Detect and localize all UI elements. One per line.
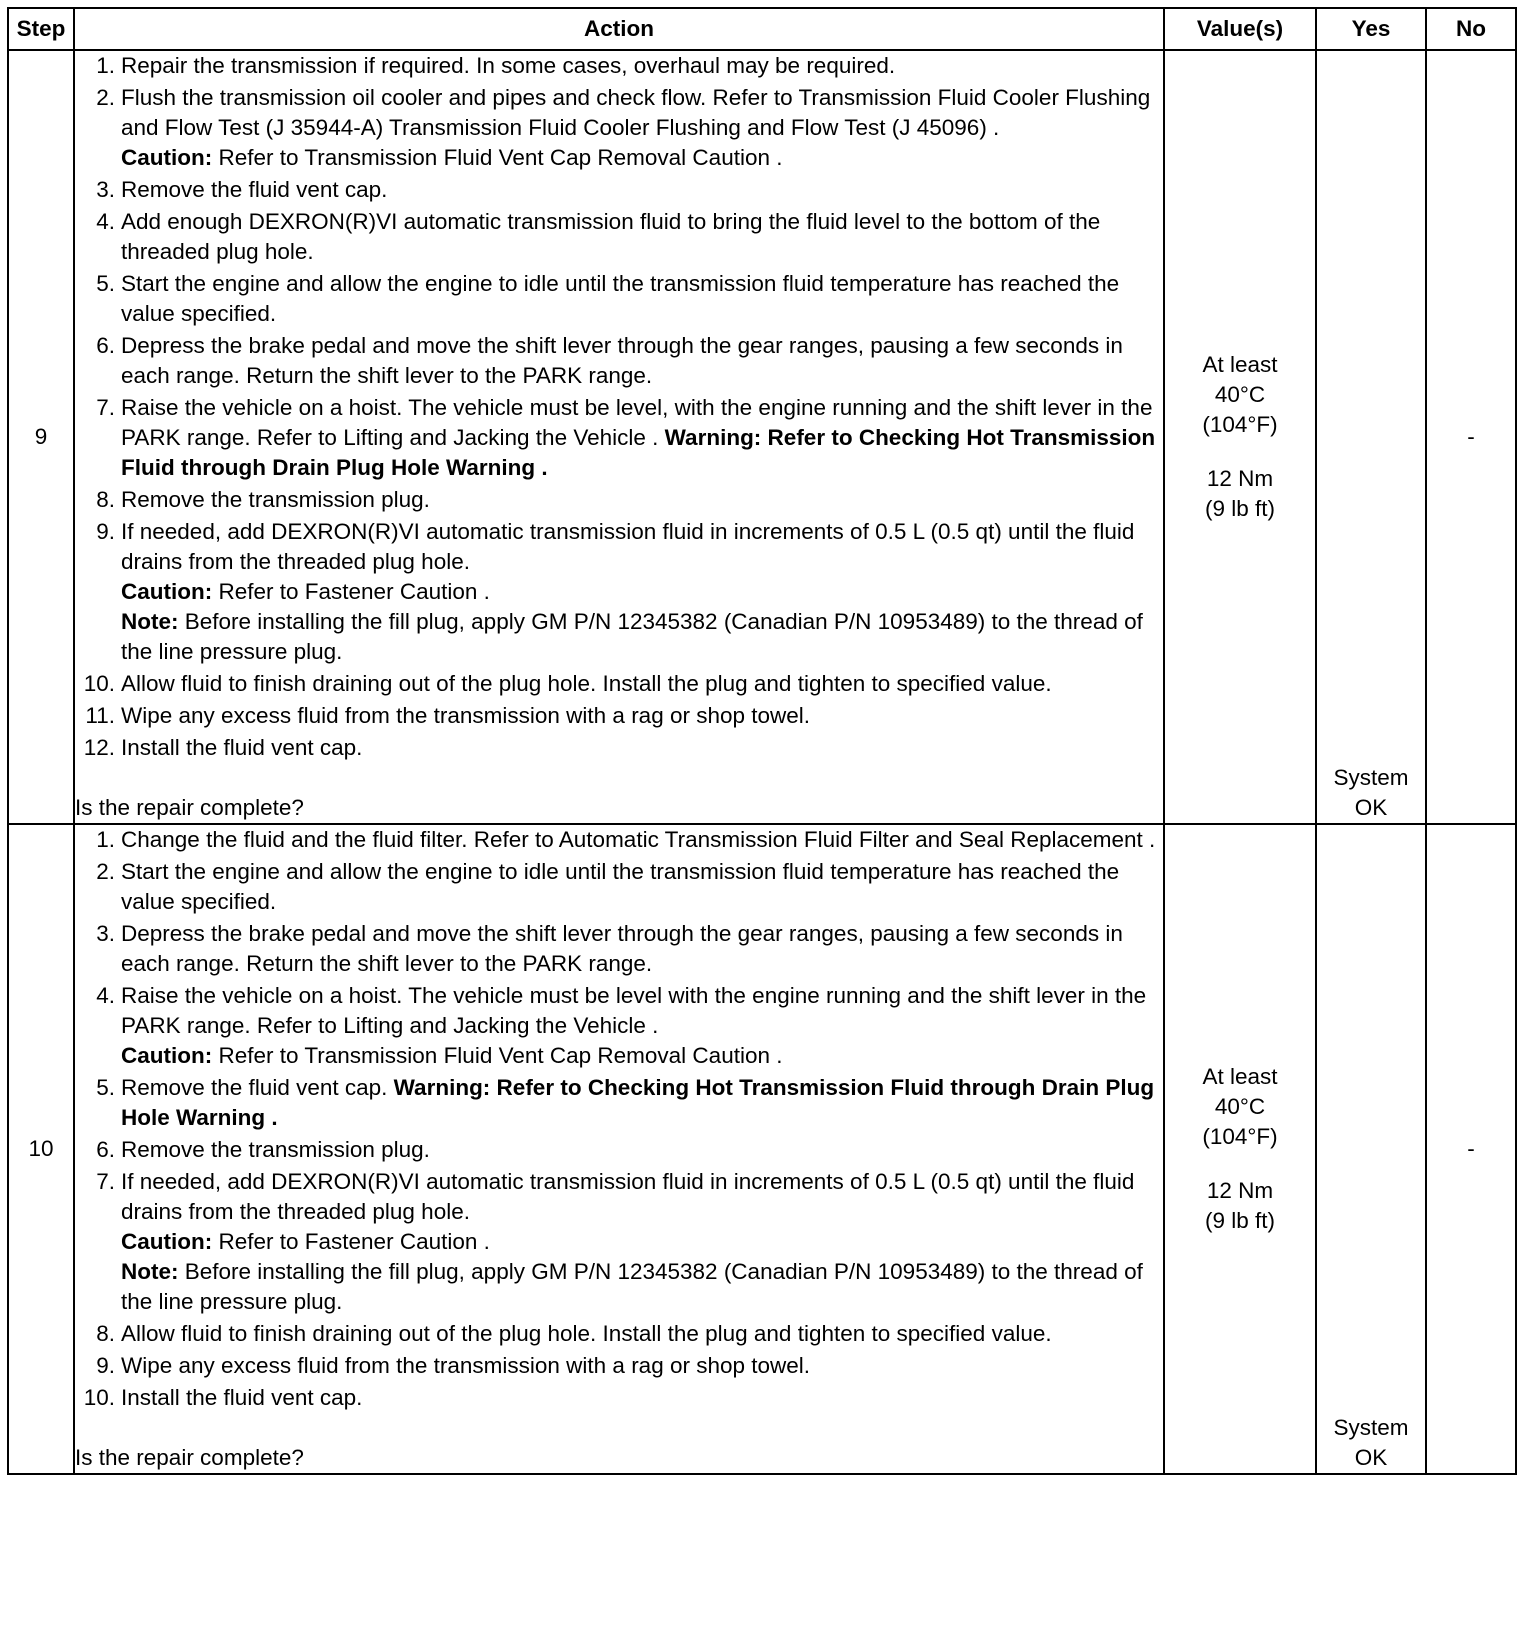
substep-item [75, 175, 1163, 205]
substep-line [121, 269, 1163, 329]
value-line: At least [1202, 1064, 1278, 1089]
substep-number: 9. [96, 519, 115, 544]
text-segment: Refer to Transmission Fluid Vent Cap Removal Caution . [212, 1043, 783, 1068]
substep-line [121, 1041, 1163, 1071]
substep-item [75, 51, 1163, 81]
text-segment: Refer to Transmission Fluid Vent Cap Removal Caution . [212, 145, 783, 170]
text-segment: Start the engine and allow the engine to idle until the transmission fluid temperature has reached the value specified. [121, 271, 1120, 326]
substep-line [121, 1167, 1163, 1227]
yes-cell [1316, 824, 1426, 1474]
substep-item [75, 981, 1163, 1071]
text-segment: Refer to Fastener Caution . [212, 579, 490, 604]
values-cell [1164, 824, 1316, 1474]
value-line: (9 lb ft) [1204, 496, 1276, 521]
text-segment: Remove the fluid vent cap. [121, 177, 388, 202]
substep-text [121, 1319, 1163, 1349]
text-segment: Change the fluid and the fluid filter. Refer to Automatic Transmission Fluid Filter and Seal Replacement . [121, 827, 1156, 852]
text-segment: Before installing the fill plug, apply GM P/N 12345382 (Canadian P/N 10953489) to the thread of the line pressure plug. [121, 1259, 1143, 1314]
substep-item [75, 393, 1163, 483]
table-row [8, 824, 1516, 1474]
substep-line [121, 331, 1163, 391]
text-segment: Allow fluid to finish draining out of the plug hole. Install the plug and tighten to specified value. [121, 1321, 1052, 1346]
action-cell [74, 824, 1164, 1474]
value-line: (9 lb ft) [1204, 1208, 1276, 1233]
substep-line [121, 1319, 1163, 1349]
substep-number: 10. [83, 671, 115, 696]
bold-text: Warning: Refer to Checking Hot Transmission Fluid through Drain Plug Hole Warning . [121, 425, 1156, 480]
substep-item [75, 207, 1163, 267]
substep-line [121, 83, 1163, 143]
value-line: 40°C [1214, 1094, 1266, 1119]
substep-line [121, 577, 1163, 607]
substep-list [75, 825, 1163, 1413]
yes-line: System [1333, 765, 1409, 790]
step-number: 9 [8, 50, 74, 824]
substep-number: 8. [96, 487, 115, 512]
text-segment: Depress the brake pedal and move the shift lever through the gear ranges, pausing a few seconds in each range. Return the shift lever to the PARK range. [121, 333, 1123, 388]
substep-text [121, 733, 1163, 763]
substep-item [75, 269, 1163, 329]
substep-item [75, 1167, 1163, 1317]
text-segment: Wipe any excess fluid from the transmission with a rag or shop towel. [121, 703, 811, 728]
substep-line [121, 1257, 1163, 1317]
yes-line: OK [1354, 795, 1388, 820]
substep-number: 8. [96, 1321, 115, 1346]
substep-number: 6. [96, 333, 115, 358]
text-segment: Start the engine and allow the engine to idle until the transmission fluid temperature has reached the value specified. [121, 859, 1120, 914]
substep-number: 6. [96, 1137, 115, 1162]
bold-text: Caution: [121, 579, 213, 604]
header-row [8, 8, 1516, 50]
substep-text [121, 1351, 1163, 1381]
substep-item [75, 669, 1163, 699]
substep-text [121, 207, 1163, 267]
substep-item [75, 825, 1163, 855]
question-text: Is the repair complete? [75, 1445, 304, 1470]
substep-item [75, 1319, 1163, 1349]
substep-line [121, 733, 1163, 763]
substep-line [121, 1073, 1163, 1133]
substep-line [121, 175, 1163, 205]
text-segment: Raise the vehicle on a hoist. The vehicle must be level with the engine running and the shift lever in the PARK range. Refer to Lifting and Jacking the Vehicle . [121, 983, 1147, 1038]
text-segment: Remove the transmission plug. [121, 487, 430, 512]
procedure-table [7, 7, 1517, 1475]
substep-item [75, 83, 1163, 173]
substep-line [121, 825, 1163, 855]
substep-number: 3. [96, 921, 115, 946]
substep-text [121, 485, 1163, 515]
substep-text [121, 1167, 1163, 1317]
bold-text: Note: [121, 1259, 179, 1284]
text-segment: Flush the transmission oil cooler and pipes and check flow. Refer to Transmission Fluid Cooler Flushing and Flow Test (J 35944-A) Transmission Fluid Cooler Flushing and Flow Test (J 45096) . [121, 85, 1151, 140]
substep-number: 9. [96, 1353, 115, 1378]
substep-text [121, 269, 1163, 329]
substep-line [121, 607, 1163, 667]
substep-line [121, 517, 1163, 577]
substep-line [121, 51, 1163, 81]
substep-text [121, 1135, 1163, 1165]
values-cell [1164, 50, 1316, 824]
header-values: Value(s) [1164, 8, 1316, 50]
substep-text [121, 669, 1163, 699]
value-line: 40°C [1214, 382, 1266, 407]
substep-text [121, 1073, 1163, 1133]
header-step: Step [8, 8, 74, 50]
no-cell: - [1426, 824, 1516, 1474]
substep-item [75, 1135, 1163, 1165]
value-gap [1165, 1152, 1315, 1176]
substep-number: 10. [83, 1385, 115, 1410]
procedure-table-container [7, 7, 1517, 1475]
substep-item [75, 1351, 1163, 1381]
substep-item [75, 331, 1163, 391]
substep-line [121, 1383, 1163, 1413]
yes-cell [1316, 50, 1426, 824]
substep-line [121, 1351, 1163, 1381]
table-row [8, 50, 1516, 824]
value-line: 12 Nm [1206, 1178, 1274, 1203]
text-segment: Refer to Fastener Caution . [212, 1229, 490, 1254]
substep-line [121, 485, 1163, 515]
substep-line [121, 207, 1163, 267]
text-segment: Remove the transmission plug. [121, 1137, 430, 1162]
bold-text: Caution: [121, 145, 213, 170]
step-number: 10 [8, 824, 74, 1474]
substep-item [75, 1073, 1163, 1133]
substep-number: 1. [96, 827, 115, 852]
substep-text [121, 393, 1163, 483]
text-segment: If needed, add DEXRON(R)VI automatic transmission fluid in increments of 0.5 L (0.5 qt) until the fluid drains from the threaded plug hole. [121, 519, 1135, 574]
text-segment: Allow fluid to finish draining out of the plug hole. Install the plug and tighten to specified value. [121, 671, 1052, 696]
substep-text [121, 175, 1163, 205]
yes-line: OK [1354, 1445, 1388, 1470]
substep-number: 11. [85, 703, 115, 728]
text-segment: Wipe any excess fluid from the transmission with a rag or shop towel. [121, 1353, 811, 1378]
text-segment: Remove the fluid vent cap. [121, 1075, 394, 1100]
substep-number: 2. [96, 859, 115, 884]
substep-line [121, 919, 1163, 979]
substep-item [75, 733, 1163, 763]
bold-text: Caution: [121, 1229, 213, 1254]
substep-number: 7. [96, 1169, 115, 1194]
substep-line [121, 393, 1163, 483]
substep-item [75, 857, 1163, 917]
substep-text [121, 517, 1163, 667]
substep-number: 5. [96, 1075, 115, 1100]
substep-text [121, 701, 1163, 731]
header-yes: Yes [1316, 8, 1426, 50]
substep-line [121, 143, 1163, 173]
substep-line [121, 1135, 1163, 1165]
substep-item [75, 517, 1163, 667]
substep-line [121, 981, 1163, 1041]
substep-number: 5. [96, 271, 115, 296]
value-line: At least [1202, 352, 1278, 377]
substep-text [121, 857, 1163, 917]
substep-item [75, 919, 1163, 979]
text-segment: Install the fluid vent cap. [121, 735, 363, 760]
header-action: Action [74, 8, 1164, 50]
substep-number: 1. [96, 53, 115, 78]
value-gap [1165, 440, 1315, 464]
substep-text [121, 1383, 1163, 1413]
value-line: 12 Nm [1206, 466, 1274, 491]
action-cell [74, 50, 1164, 824]
substep-text [121, 83, 1163, 173]
substep-line [121, 669, 1163, 699]
substep-text [121, 919, 1163, 979]
header-no: No [1426, 8, 1516, 50]
text-segment: Install the fluid vent cap. [121, 1385, 363, 1410]
substep-number: 7. [96, 395, 115, 420]
no-cell: - [1426, 50, 1516, 824]
value-line: (104°F) [1202, 1124, 1278, 1149]
substep-item [75, 1383, 1163, 1413]
substep-number: 2. [96, 85, 115, 110]
bold-text: Warning: Refer to Checking Hot Transmission Fluid through Drain Plug Hole Warning . [121, 1075, 1155, 1130]
substep-text [121, 981, 1163, 1071]
substep-item [75, 485, 1163, 515]
yes-line: System [1333, 1415, 1409, 1440]
bold-text: Caution: [121, 1043, 213, 1068]
substep-line [121, 857, 1163, 917]
substep-text [121, 51, 1163, 81]
substep-line [121, 701, 1163, 731]
substep-list [75, 51, 1163, 763]
value-line: (104°F) [1202, 412, 1278, 437]
substep-text [121, 331, 1163, 391]
bold-text: Note: [121, 609, 179, 634]
text-segment: Add enough DEXRON(R)VI automatic transmission fluid to bring the fluid level to the bottom of the threaded plug hole. [121, 209, 1101, 264]
substep-number: 4. [96, 209, 115, 234]
substep-line [121, 1227, 1163, 1257]
text-segment: Depress the brake pedal and move the shift lever through the gear ranges, pausing a few seconds in each range. Return the shift lever to the PARK range. [121, 921, 1123, 976]
substep-number: 4. [96, 983, 115, 1008]
substep-text [121, 825, 1163, 855]
text-segment: Raise the vehicle on a hoist. The vehicle must be level, with the engine running and the shift lever in the PARK range. Refer to Lifting and Jacking the Vehicle . [121, 395, 1153, 450]
text-segment: If needed, add DEXRON(R)VI automatic transmission fluid in increments of 0.5 L (0.5 qt) until the fluid drains from the threaded plug hole. [121, 1169, 1135, 1224]
substep-number: 12. [83, 735, 115, 760]
question-text: Is the repair complete? [75, 795, 304, 820]
text-segment: Before installing the fill plug, apply GM P/N 12345382 (Canadian P/N 10953489) to the thread of the line pressure plug. [121, 609, 1143, 664]
substep-number: 3. [96, 177, 115, 202]
substep-item [75, 701, 1163, 731]
text-segment: Repair the transmission if required. In some cases, overhaul may be required. [121, 53, 896, 78]
